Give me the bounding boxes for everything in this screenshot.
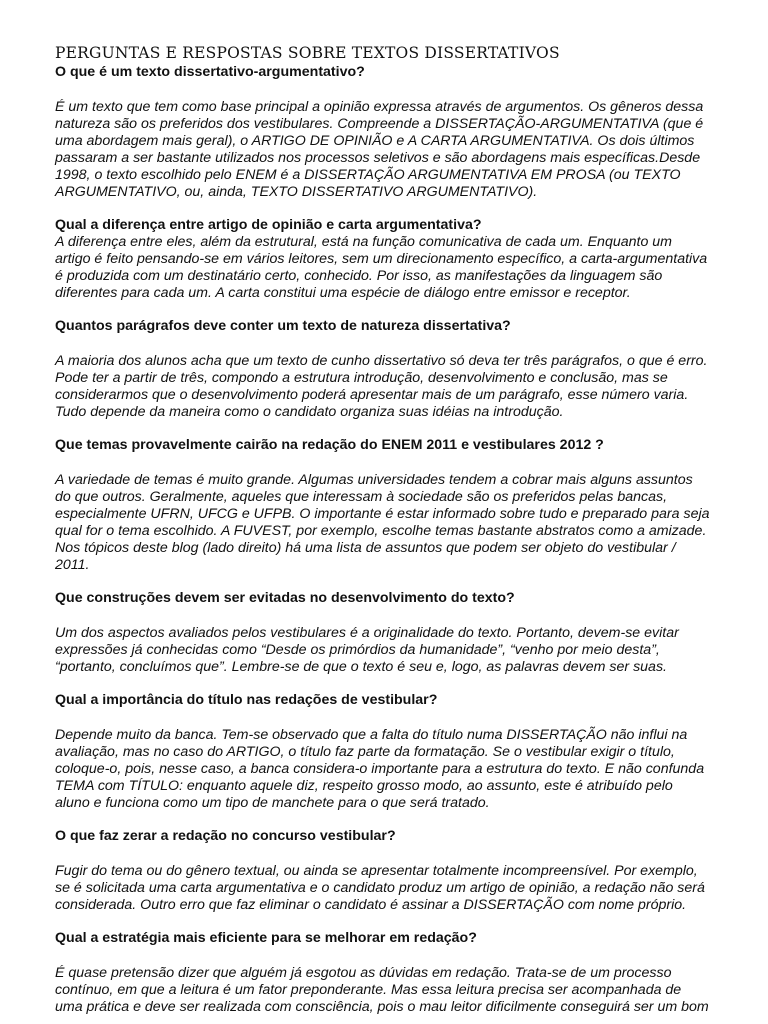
answer-line: diferentes para cada um. A carta constitui uma espécie de diálogo entre emissor e receptor. bbox=[55, 285, 631, 301]
answer-line: 2011. bbox=[55, 557, 90, 573]
answer-line: Fugir do tema ou do gênero textual, ou ainda se apresentar totalmente incompreensível. Por exemplo, bbox=[55, 863, 698, 879]
answer-line: A diferença entre eles, além da estrutural, está na função comunicativa de cada um. Enquanto um bbox=[55, 234, 672, 250]
answer-line: Tudo depende da maneira como o candidato organiza suas idéias na introdução. bbox=[55, 404, 564, 420]
answer-line: É um texto que tem como base principal a opinião expressa através de argumentos. Os gêneros dessa bbox=[55, 99, 704, 115]
answer-paragraph bbox=[55, 234, 745, 302]
answer-line: contínuo, em que a leitura é um fator preponderante. Mas essa leitura precisa ser acompanhada de bbox=[55, 982, 682, 998]
answer-line: é produzida com um destinatário certo, conhecido. Por isso, as manifestações da linguagem são bbox=[55, 268, 663, 284]
answer-line: artigo é feito pensando-se em vários leitores, sem um direcionamento específico, a carta-argumentativa bbox=[55, 251, 708, 267]
answer-line: Depende muito da banca. Tem-se observado que a falta do título numa DISSERTAÇÃO não influi na bbox=[55, 727, 688, 743]
answer-line: ARGUMENTATIVO, ou, ainda, TEXTO DISSERTATIVO ARGUMENTATIVO). bbox=[55, 184, 538, 200]
answer-line: se é solicitada uma carta argumentativa e o candidato produz um artigo de opinião, a redação não será bbox=[55, 880, 705, 896]
answer-paragraph bbox=[55, 965, 745, 1016]
answer-line: É quase pretensão dizer que alguém já esgotou as dúvidas em redação. Trata-se de um processo bbox=[55, 965, 672, 981]
answer-paragraph bbox=[55, 353, 745, 421]
question-heading: O que é um texto dissertativo-argumentativo? bbox=[55, 64, 365, 80]
answer-line: considerada. Outro erro que faz eliminar o candidato é assinar a DISSERTAÇÃO com nome próprio. bbox=[55, 897, 687, 913]
answer-paragraph bbox=[55, 625, 745, 676]
answer-line: do que outros. Geralmente, aqueles que interessam à sociedade são os preferidos pelas bancas, bbox=[55, 489, 668, 505]
answer-line: Pode ter a partir de três, compondo a estrutura introdução, desenvolvimento e conclusão, mas se bbox=[55, 370, 668, 386]
answer-paragraph bbox=[55, 99, 745, 201]
document-body bbox=[55, 64, 745, 1016]
answer-line: “portanto, concluímos que”. Lembre-se de que o texto é seu e, logo, as palavras devem ser suas. bbox=[55, 659, 667, 675]
document-title: PERGUNTAS E RESPOSTAS SOBRE TEXTOS DISSERTATIVOS bbox=[55, 44, 560, 62]
answer-paragraph bbox=[55, 863, 745, 914]
question-heading: Qual a estratégia mais eficiente para se melhorar em redação? bbox=[55, 930, 477, 946]
answer-line: coloque-o, pois, nesse caso, a banca considera-o importante para a estrutura do texto. E não confunda bbox=[55, 761, 705, 777]
answer-line: A maioria dos alunos acha que um texto de cunho dissertativo só deva ter três parágrafos, o que é erro. bbox=[55, 353, 708, 369]
question-heading: Quantos parágrafos deve conter um texto de natureza dissertativa? bbox=[55, 318, 511, 334]
answer-line: A variedade de temas é muito grande. Algumas universidades tendem a cobrar mais alguns assuntos bbox=[55, 472, 693, 488]
question-heading: Que construções devem ser evitadas no desenvolvimento do texto? bbox=[55, 590, 515, 606]
answer-line: TEMA com TÍTULO: enquanto aquele diz, respeito grosso modo, ao assunto, este é atribuído pelo bbox=[55, 778, 673, 794]
answer-paragraph bbox=[55, 472, 745, 574]
answer-line: aluno e funciona como um tipo de manchete para o que será tratado. bbox=[55, 795, 490, 811]
answer-line: uma prática e deve ser realizada com consciência, pois o mau leitor dificilmente conseguirá ser um bom bbox=[55, 999, 709, 1015]
answer-line: avaliação, mas no caso do ARTIGO, o título faz parte da formatação. Se o vestibular exigir o título, bbox=[55, 744, 675, 760]
answer-line: uma abordagem mais geral), o ARTIGO DE OPINIÃO e A CARTA ARGUMENTATIVA. Os dois últimos bbox=[55, 133, 695, 149]
answer-line: passaram a ser bastante utilizados nos processos seletivos e são abordagens mais específicas.Desde bbox=[55, 150, 701, 166]
answer-line: natureza são os preferidos dos vestibulares. Compreende a DISSERTAÇÃO-ARGUMENTATIVA (que é bbox=[55, 116, 704, 132]
answer-line: Nos tópicos deste blog (lado direito) há uma lista de assuntos que podem ser objeto do vestibular / bbox=[55, 540, 676, 556]
question-heading: Qual a importância do título nas redações de vestibular? bbox=[55, 692, 438, 708]
answer-line: 1998, o texto escolhido pelo ENEM é a DISSERTAÇÃO ARGUMENTATIVA EM PROSA (ou TEXTO bbox=[55, 167, 681, 183]
answer-line: especialmente UFRN, UFCG e UFPB. O importante é estar informado sobre tudo e preparado para seja bbox=[55, 506, 710, 522]
question-heading: O que faz zerar a redação no concurso vestibular? bbox=[55, 828, 396, 844]
answer-line: expressões já conhecidas como “Desde os primórdios da humanidade”, “venho por meio desta”, bbox=[55, 642, 660, 658]
answer-line: Um dos aspectos avaliados pelos vestibulares é a originalidade do texto. Portanto, devem-se evitar bbox=[55, 625, 679, 641]
question-heading: Que temas provavelmente cairão na redação do ENEM 2011 e vestibulares 2012 ? bbox=[55, 437, 604, 453]
question-heading: Qual a diferença entre artigo de opinião e carta argumentativa? bbox=[55, 217, 482, 233]
answer-line: considerarmos que o desenvolvimento poderá apresentar mais de um parágrafo, esse número varia. bbox=[55, 387, 689, 403]
answer-paragraph bbox=[55, 727, 745, 812]
answer-line: qual for o tema escolhido. A FUVEST, por exemplo, escolhe temas bastante abstratos como a amizade. bbox=[55, 523, 707, 539]
